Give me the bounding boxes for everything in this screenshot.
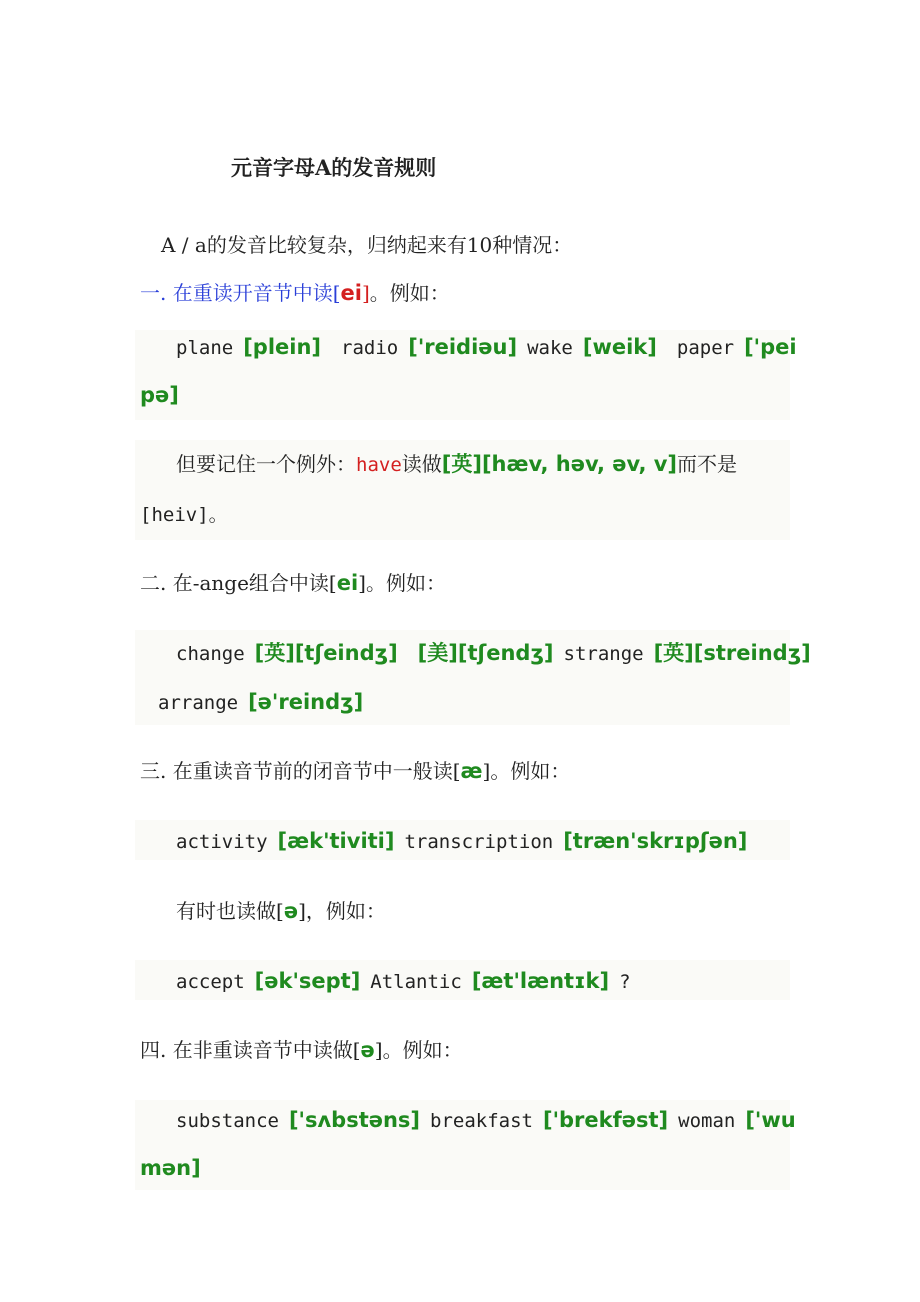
section-4-heading-prefix: 四. 在非重读音节中读做[	[140, 1038, 361, 1062]
example-word: activity	[176, 831, 268, 853]
section-3-heading-phonetic: æ	[460, 759, 483, 783]
section-4-examples	[176, 1106, 796, 1135]
example-phonetic: ['pei	[744, 335, 797, 359]
section-3-also-suffix: ]，例如：	[298, 899, 386, 923]
exception-tail: 而不是	[677, 452, 738, 476]
section-4-heading-phonetic: ə	[360, 1038, 375, 1062]
example-word: arrange	[158, 692, 239, 714]
section-1-examples-wrap	[140, 381, 179, 409]
example-word: change	[176, 643, 245, 665]
example-phonetic: [ək'sept]	[254, 969, 361, 993]
section-4-heading-suffix: ]。例如：	[374, 1038, 463, 1062]
section-2-examples-wrap	[158, 688, 363, 717]
example-word: substance	[176, 1110, 279, 1132]
section-3-also-phonetic: ə	[283, 899, 299, 923]
example-word: strange	[563, 643, 644, 665]
section-1-heading-prefix: 一. 在重读开音节中读[	[140, 281, 341, 305]
section-2-examples	[176, 639, 811, 668]
section-2-heading-suffix: ]。例如：	[358, 571, 446, 595]
example-word: accept	[176, 971, 245, 993]
example-phonetic: [træn'skrɪpʃən]	[563, 829, 748, 853]
exception-word: have	[356, 454, 402, 476]
section-3-also-heading	[176, 897, 386, 925]
example-phonetic: [英][streindʒ]	[653, 641, 811, 665]
example-phonetic: ['reidiəu]	[408, 335, 518, 359]
section-4-examples-wrap	[140, 1154, 201, 1182]
example-word: wake	[527, 337, 573, 359]
section-2-heading	[140, 569, 446, 597]
example-word: breakfast	[430, 1110, 533, 1132]
exception-lead: 但要记住一个例外：	[176, 452, 356, 476]
section-3-also-prefix: 有时也读做[	[176, 899, 284, 923]
section-3-examples	[176, 827, 747, 856]
example-phonetic: [英][tʃeindʒ]	[254, 641, 398, 665]
section-3-heading-suffix: ]。例如：	[482, 759, 571, 783]
section-1-heading-suffix: 。例如：	[369, 281, 450, 305]
section-3-heading-prefix: 三. 在重读音节前的闭音节中一般读[	[140, 759, 461, 783]
exception-verb: 读做	[401, 452, 442, 476]
section-3-also-examples	[176, 967, 631, 996]
example-phonetic: [plein]	[243, 335, 322, 359]
section-1-heading-close: ]	[361, 281, 370, 305]
section-3-heading	[140, 757, 570, 785]
page-title: 元音字母A的发音规则	[231, 155, 437, 180]
example-word: radio	[341, 337, 399, 359]
example-phonetic: [æt'læntɪk]	[471, 969, 610, 993]
exception-note	[176, 450, 737, 479]
section-2-heading-phonetic: ei	[336, 571, 359, 595]
exception-phonetic: [英][hæv, həv, əv, v]	[441, 452, 678, 476]
section-2-heading-prefix: 二. 在-ange组合中读[	[140, 571, 337, 595]
example-word: Atlantic	[370, 971, 462, 993]
intro-text: A / a的发音比较复杂，归纳起来有10种情况：	[161, 233, 573, 257]
section-4-heading	[140, 1036, 463, 1064]
section-1-examples	[176, 333, 797, 362]
example-word: transcription	[404, 831, 554, 853]
example-phonetic: mən]	[140, 1156, 201, 1180]
example-phonetic: ['wu	[745, 1108, 796, 1132]
section-1-heading	[140, 279, 450, 307]
example-phonetic: [美][tʃendʒ]	[417, 641, 554, 665]
example-word: plane	[176, 337, 234, 359]
example-phonetic: [weik]	[582, 335, 657, 359]
example-phonetic: ['sʌbstəns]	[288, 1108, 421, 1132]
example-word: woman	[678, 1110, 736, 1132]
example-phonetic: ['brekfəst]	[542, 1108, 669, 1132]
example-phonetic: [ə'reindʒ]	[248, 690, 364, 714]
example-word: paper	[676, 337, 735, 359]
section-1-heading-phonetic: ei	[340, 281, 362, 305]
exception-wrong: [heiv]。	[140, 504, 228, 526]
example-phonetic: [æk'tiviti]	[277, 829, 395, 853]
example-phonetic: pə]	[140, 383, 179, 407]
exception-note-wrap	[140, 500, 228, 529]
question-mark: ?	[619, 971, 631, 993]
